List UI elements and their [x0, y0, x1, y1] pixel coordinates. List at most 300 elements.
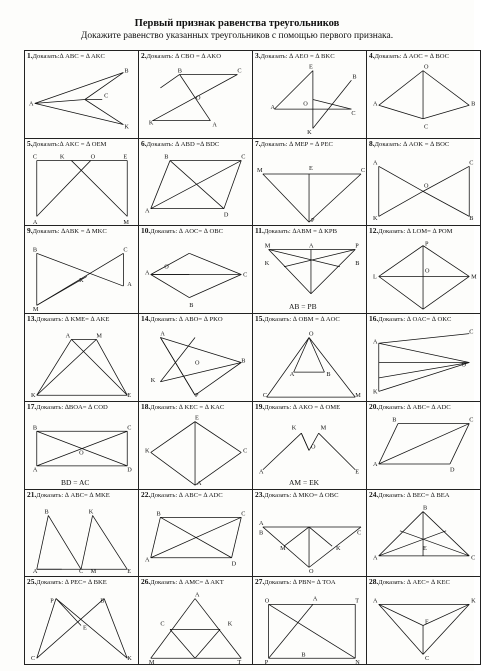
problem-number: 19.	[255, 401, 265, 411]
problem-statement: Доказать:∆ ABC = ∆ AKC	[32, 53, 105, 60]
vertex-label: E	[127, 567, 132, 575]
vertex-label: O	[196, 94, 201, 102]
geometry-figure	[253, 587, 367, 667]
problem-cell	[367, 226, 481, 314]
figure-segment	[195, 452, 241, 485]
vertex-label: K	[148, 119, 154, 127]
problem-number: 25.	[27, 577, 37, 587]
figure-segment	[56, 599, 127, 659]
vertex-label: A	[372, 100, 378, 108]
figure-segment	[269, 250, 340, 267]
problem-caption	[255, 403, 340, 412]
problem-statement: Доказать: ∆ AMC= ∆ AKT	[150, 579, 224, 587]
vertex-label: A	[32, 567, 38, 575]
geometry-figure	[139, 61, 253, 138]
figure-segment	[71, 340, 127, 396]
vertex-label: B	[177, 67, 182, 75]
problem-statement: Доказать: ∆ABM = ∆ KPB	[263, 228, 337, 236]
figure-segment	[379, 511, 423, 555]
vertex-label: K	[144, 447, 150, 455]
problem-number: 24.	[369, 489, 379, 499]
problem-cell	[139, 139, 253, 227]
vertex-label: O	[195, 359, 200, 367]
vertex-label: P	[50, 597, 54, 605]
problem-cell	[253, 226, 367, 314]
geometry-figure	[139, 587, 253, 667]
vertex-label: M	[257, 166, 263, 174]
problem-cell	[367, 139, 481, 227]
problem-statement: Доказать: ∆ OBM = ∆ AOC	[264, 316, 340, 324]
vertex-label: K	[372, 214, 378, 222]
figure-segment	[269, 250, 311, 294]
vertex-label: C	[471, 554, 476, 562]
figure-segment	[160, 338, 241, 363]
problem-cell	[253, 402, 367, 490]
figure-segment	[37, 160, 91, 216]
vertex-label: C	[469, 328, 474, 336]
vertex-label: E	[195, 414, 199, 422]
vertex-label: B	[471, 100, 476, 108]
geometry-figure	[25, 324, 139, 401]
problem-caption	[369, 403, 451, 412]
vertex-label: A	[195, 591, 200, 599]
problem-number: 3.	[255, 51, 261, 60]
vertex-label: C	[104, 92, 109, 100]
geometry-figure	[367, 500, 481, 577]
problem-caption	[369, 140, 449, 149]
vertex-label: C	[262, 392, 268, 400]
problem-statement: Доказать: ∆ ABC= ∆ ADC	[150, 491, 223, 499]
problem-number: 18.	[141, 401, 151, 411]
vertex-label: B	[355, 260, 360, 268]
problem-caption	[255, 140, 333, 149]
figure-segment	[104, 599, 127, 659]
vertex-label: P	[424, 241, 429, 249]
figure-segment	[189, 254, 241, 275]
vertex-label: B	[124, 67, 129, 75]
figure-segment	[160, 74, 179, 87]
vertex-label: C	[127, 424, 132, 432]
vertex-label: M	[96, 332, 102, 340]
problem-caption	[141, 578, 224, 587]
problem-number: 1.	[27, 51, 33, 60]
problem-statement: Доказать: ∆ KME= ∆ AKE	[36, 316, 110, 324]
vertex-label: E	[127, 392, 132, 400]
problem-statement: Доказать:∆ AKC = ∆ OEM	[32, 140, 107, 148]
figure-segment	[284, 527, 309, 546]
vertex-label: K	[127, 655, 132, 663]
problem-number: 2.	[141, 51, 147, 60]
figure-segment	[379, 363, 469, 378]
vertex-label: K	[79, 277, 84, 285]
problem-caption	[369, 491, 450, 500]
figure-segment	[195, 363, 241, 396]
problem-number: 7.	[255, 138, 261, 148]
problem-cell	[139, 51, 253, 139]
problem-number: 6.	[141, 138, 147, 148]
figure-segment	[37, 599, 104, 659]
vertex-label: O	[461, 361, 467, 369]
vertex-label: K	[307, 129, 312, 137]
vertex-label: C	[243, 447, 248, 455]
vertex-label: P	[195, 392, 199, 400]
figure-segment	[170, 160, 224, 208]
vertex-label: C	[361, 166, 366, 174]
problem-statement: Доказать: ∆ BEC= ∆ BEA	[378, 491, 450, 499]
figure-segment	[379, 363, 469, 392]
problem-cell	[139, 402, 253, 490]
vertex-label: B	[469, 214, 474, 222]
vertex-label: O	[424, 63, 429, 71]
vertex-label: C	[424, 655, 430, 663]
vertex-label: D	[223, 211, 229, 219]
vertex-label: B	[44, 508, 49, 516]
geometry-figure	[139, 236, 253, 313]
vertex-label: B	[326, 371, 331, 379]
problem-caption	[369, 52, 449, 61]
figure-segment	[232, 517, 242, 557]
figure-segment	[423, 511, 469, 555]
vertex-label: B	[392, 416, 397, 424]
vertex-label: C	[237, 67, 242, 75]
problem-statement: Доказать: ∆ AEC= ∆ KEC	[378, 579, 450, 587]
figure-segment	[379, 334, 469, 344]
problem-caption	[27, 140, 106, 149]
figure-segment	[71, 160, 127, 216]
vertex-label: B	[156, 509, 161, 517]
page-subtitle: Докажите равенство указанных треугольников с помощью первого признака.	[80, 31, 394, 41]
figure-segment	[309, 338, 355, 398]
vertex-label: A	[372, 554, 378, 562]
figure-segment	[151, 160, 241, 208]
geometry-figure	[367, 149, 481, 226]
figure-segment	[294, 338, 309, 373]
geometry-figure	[25, 587, 139, 664]
problem-cell	[253, 139, 367, 227]
vertex-label: K	[471, 597, 476, 605]
geometry-figure	[25, 500, 139, 577]
vertex-label: K	[335, 544, 341, 552]
problem-caption	[255, 578, 336, 587]
vertex-label: D	[127, 466, 132, 474]
vertex-label: A	[372, 460, 378, 468]
problem-cell	[139, 226, 253, 314]
vertex-label: P	[355, 242, 359, 250]
problem-cell	[139, 314, 253, 402]
figure-segment	[48, 515, 81, 569]
problem-statement: Доказать: ∆ CBO = ∆ AKO	[146, 53, 221, 60]
problem-cell	[25, 577, 139, 665]
figure-segment	[93, 515, 128, 569]
vertex-label: M	[280, 544, 286, 552]
vertex-label: A	[32, 466, 38, 474]
problem-statement: Доказать: ∆ ABO= ∆ PKO	[150, 316, 223, 324]
vertex-label: A	[212, 121, 217, 129]
problem-statement: Доказать: ∆ KEC = ∆ KAC	[150, 403, 225, 411]
figure-segment	[423, 105, 469, 118]
geometry-figure	[253, 61, 367, 138]
problem-cell	[139, 577, 253, 665]
problem-number: 9.	[27, 226, 33, 236]
figure-segment	[319, 433, 356, 470]
geometry-figure	[367, 324, 481, 401]
vertex-label: A	[196, 479, 202, 487]
vertex-label: C	[469, 416, 474, 424]
figure-segment	[269, 605, 313, 659]
problem-number: 11.	[255, 226, 264, 236]
geometry-figure	[139, 324, 253, 401]
figure-segment	[423, 246, 469, 277]
problem-cell	[253, 314, 367, 402]
figure-segment	[379, 605, 423, 626]
problem-statement: Доказать: ∆ABK = ∆ MKC	[32, 228, 107, 236]
geometry-figure	[139, 500, 253, 577]
geometry-figure	[139, 149, 253, 226]
problem-number: 12.	[369, 226, 379, 236]
problems-grid	[24, 50, 481, 665]
figure-segment	[313, 100, 352, 110]
vertex-label: A	[127, 281, 132, 289]
problem-number: 5.	[27, 138, 33, 148]
geometry-figure	[367, 587, 481, 664]
problem-caption	[255, 227, 337, 236]
figure-segment	[379, 166, 423, 191]
vertex-label: O	[309, 330, 314, 338]
problem-cell	[367, 51, 481, 139]
vertex-label: A	[144, 269, 150, 277]
vertex-label: K	[291, 424, 297, 432]
vertex-label: A	[144, 556, 150, 564]
geometry-figure	[25, 61, 139, 138]
problem-cell	[25, 490, 139, 578]
vertex-label: E	[82, 624, 87, 632]
vertex-label: B	[164, 153, 169, 161]
problem-caption	[27, 491, 110, 500]
problem-number: 21.	[27, 489, 37, 499]
vertex-label: A	[258, 468, 264, 476]
figure-segment	[81, 515, 93, 569]
problem-caption	[27, 578, 107, 587]
figure-segment	[151, 160, 170, 208]
vertex-label: C	[424, 123, 429, 131]
vertex-label: B	[32, 246, 38, 254]
vertex-label: K	[124, 123, 129, 131]
vertex-label: K	[227, 620, 233, 628]
vertex-label: A	[372, 338, 378, 346]
figure-segment	[35, 103, 124, 124]
geometry-figure	[253, 324, 367, 401]
vertex-label: B	[258, 529, 264, 537]
geometry-figure	[367, 236, 481, 313]
problem-statement: Доказать: ∆ OAC= ∆ OKC	[378, 316, 452, 324]
problem-number: 8.	[369, 138, 375, 148]
figure-segment	[379, 605, 423, 655]
problem-caption	[369, 315, 451, 324]
vertex-label: M	[123, 218, 129, 226]
figure-segment	[400, 530, 469, 555]
figure-segment	[309, 174, 361, 222]
figure-segment	[189, 275, 241, 298]
figure-segment	[151, 517, 161, 557]
problem-cell	[25, 314, 139, 402]
vertex-label: C	[351, 109, 356, 117]
vertex-label: E	[424, 618, 429, 626]
figure-segment	[379, 530, 446, 555]
problem-number: 10.	[141, 226, 151, 236]
vertex-label: B	[189, 302, 194, 310]
problem-number: 26.	[141, 577, 151, 587]
figure-segment	[423, 605, 469, 655]
problem-number: 17.	[27, 401, 37, 411]
vertex-label: C	[357, 529, 362, 537]
vertex-label: E	[123, 153, 128, 161]
problem-number: 14.	[141, 314, 151, 324]
figure-segment	[160, 363, 241, 382]
problem-number: 20.	[369, 401, 379, 411]
vertex-label: L	[372, 273, 377, 281]
vertex-label: E	[309, 164, 313, 172]
problem-statement: Доказать: ∆ ABC= ∆ ADC	[378, 403, 451, 411]
problem-caption	[141, 315, 223, 324]
problem-statement: Доказать: ∆ ABD =∆ BDC	[146, 140, 220, 148]
vertex-label: A	[372, 597, 378, 605]
problem-cell	[25, 139, 139, 227]
problem-number: 23.	[255, 489, 265, 499]
vertex-label: B	[32, 424, 38, 432]
vertex-label: A	[258, 519, 264, 527]
vertex-label: O	[424, 182, 429, 190]
vertex-label: T	[355, 597, 360, 605]
problem-caption	[27, 227, 107, 236]
vertex-label: N	[355, 659, 360, 667]
figure-segment	[263, 527, 309, 567]
figure-segment	[379, 105, 423, 118]
figure-segment	[224, 160, 241, 208]
given-condition: AB = PB	[289, 302, 317, 312]
figure-segment	[85, 100, 124, 125]
problem-statement: Доказать: ∆ AKO = ∆ OME	[264, 403, 341, 411]
vertex-label: M	[355, 392, 361, 400]
figure-segment	[195, 599, 241, 659]
figure-segment	[195, 630, 220, 659]
problem-statement: Доказать: ∆ PEC= ∆ BKE	[36, 579, 107, 587]
problem-caption	[141, 227, 223, 236]
vertex-label: O	[79, 449, 84, 457]
problem-number: 4.	[369, 51, 375, 60]
vertex-label: C	[32, 153, 38, 161]
figure-segment	[311, 250, 355, 294]
vertex-label: K	[150, 376, 156, 384]
problem-number: 13.	[27, 314, 37, 324]
problem-statement: Доказать: ∆BOA= ∆ COD	[36, 403, 108, 411]
figure-segment	[379, 71, 423, 106]
problem-number: 22.	[141, 489, 151, 499]
figure-segment	[151, 421, 195, 452]
vertex-label: A	[160, 330, 165, 338]
figure-segment	[269, 605, 356, 659]
vertex-label: O	[424, 267, 430, 275]
figure-segment	[96, 340, 127, 396]
vertex-label: C	[30, 655, 36, 663]
problem-caption	[27, 403, 108, 412]
vertex-label: C	[241, 153, 246, 161]
vertex-label: C	[469, 159, 474, 167]
figure-segment	[423, 166, 469, 191]
vertex-label: B	[241, 357, 246, 365]
vertex-label: B	[352, 73, 357, 81]
problem-cell	[253, 490, 367, 578]
vertex-label: A	[65, 332, 71, 340]
vertex-label: P	[264, 659, 269, 667]
vertex-label: K	[30, 392, 36, 400]
vertex-label: K	[264, 260, 270, 268]
problem-statement: Доказать: ∆ AOC = ∆ BOC	[374, 53, 449, 60]
problem-cell	[253, 51, 367, 139]
vertex-label: T	[237, 659, 242, 667]
problem-statement: Доказать: ∆ AOC= ∆ OBC	[150, 228, 224, 236]
problem-cell	[25, 226, 139, 314]
geometry-figure	[367, 412, 481, 489]
vertex-label: D	[231, 560, 237, 568]
problem-caption	[27, 52, 105, 61]
given-condition: AM = EK	[289, 477, 320, 487]
geometry-figure	[139, 412, 253, 489]
vertex-label: K	[372, 388, 378, 396]
problem-cell	[253, 577, 367, 665]
figure-segment	[151, 452, 195, 485]
vertex-label: A	[270, 104, 276, 112]
problem-caption	[141, 140, 219, 149]
vertex-label: M	[32, 306, 39, 314]
vertex-label: M	[148, 659, 155, 667]
figure-segment	[379, 423, 398, 463]
figure-segment	[379, 246, 423, 277]
figure-segment	[423, 605, 469, 626]
vertex-label: M	[471, 273, 477, 281]
vertex-label: M	[90, 567, 97, 575]
problem-caption	[369, 227, 452, 236]
figure-segment	[450, 423, 469, 463]
vertex-label: E	[309, 63, 313, 71]
figure-segment	[284, 250, 355, 267]
problem-caption	[141, 52, 221, 61]
vertex-label: C	[243, 271, 248, 279]
vertex-label: K	[88, 508, 94, 516]
vertex-label: O	[303, 100, 308, 108]
vertex-label: O	[164, 264, 169, 272]
problem-cell	[367, 314, 481, 402]
figure-segment	[263, 174, 309, 222]
problem-caption	[255, 52, 335, 61]
figure-segment	[379, 343, 469, 362]
figure-segment	[170, 630, 195, 659]
figure-segment	[263, 433, 302, 470]
given-condition: BD = AC	[61, 477, 90, 487]
vertex-label: O	[90, 153, 96, 161]
vertex-label: B	[301, 651, 306, 659]
figure-segment	[379, 191, 423, 216]
figure-segment	[379, 277, 423, 310]
problem-cell	[367, 402, 481, 490]
figure-segment	[35, 100, 85, 104]
geometry-figure	[253, 500, 367, 577]
vertex-label: A	[309, 242, 314, 250]
vertex-label: A	[289, 371, 295, 379]
vertex-label: A	[372, 159, 378, 167]
vertex-label: D	[449, 466, 455, 474]
figure-segment	[267, 338, 309, 398]
problem-caption	[141, 491, 223, 500]
